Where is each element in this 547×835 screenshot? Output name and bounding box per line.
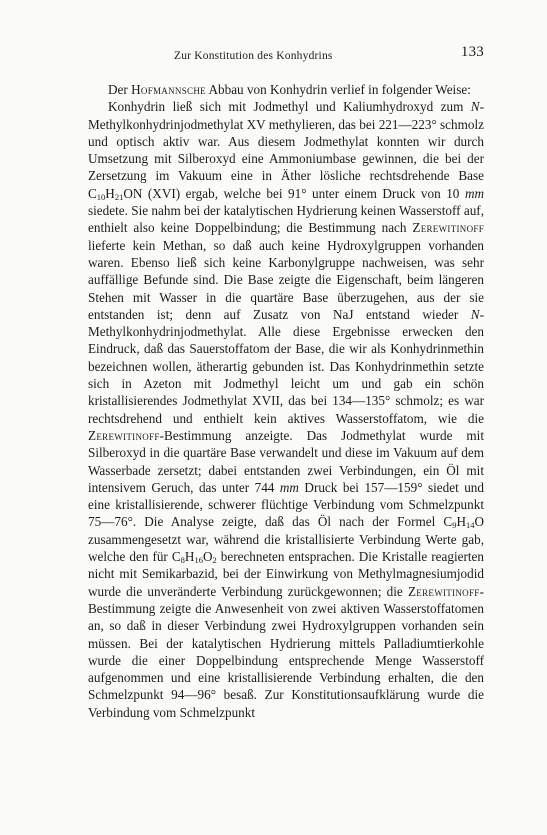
page-number: 133 (460, 44, 484, 60)
running-title: Zur Konstitution des Konhydrins (174, 50, 333, 62)
paragraph-main: Konhydrin ließ sich mit Jodmethyl und Kaliumhydroxyd zum N-Methylkonhydrinjodmethylat XV methylieren, das bei 221—223° schmolz und optisch aktiv war. Aus diesem Jodmethylat konnten wir durch Umsetzung mit Silberoxyd eine Ammoniumbase gewinnen, die bei der Zersetzung im Vakuum eine in Äther lösliche rechtsdrehende Base $C_{10}H_{21}ON$ (XVI) ergab, welche bei 91° unter einem Druck von 10 mm siedete. Sie nahm bei der katalytischen Hydrierung keinen Wasserstoff auf, enthielt also keine Doppelbindung; die Bestimmung nach Zerewitinoff lieferte kein Methan, so daß auch keine Hydroxylgruppen vorhanden waren. Ebenso ließ sich keine Karbonylgruppe nachweisen, was sehr auffällige Befunde sind. Die Base zeigte die Eigenschaft, beim längeren Stehen mit Wasser in die quartäre Base überzugehen, aus der sie entstanden ist; denn auf Zusatz von NaJ entstand wieder N-Methylkonhydrinjodmethylat. Alle diese Ergebnisse erwecken den Eindruck, daß das Sauerstoffatom der Base, die wir als Konhydrinmethin bezeichnen wollen, ätherartig gebunden ist. Das Konhydrinmethin setzte sich in Azeton mit Jodmethyl leicht um und gab ein schön kristallisierendes Jodmethylat XVII, das bei 134—135° schmolz; es war rechtsdrehend und enthielt kein aktives Wasserstoffatom, wie die Zerewitinoff-Bestimmung anzeigte. Das Jodmethylat wurde mit Silberoxyd in die quartäre Base verwandelt und diese im Vakuum auf dem Wasserbade zersetzt; dabei entstanden zwei Verbindungen, ein Öl mit intensivem Geruch, das unter 744 mm Druck bei 157—159° siedet und eine kristallisierende, schwerer flüchtige Verbindung vom Schmelzpunkt 75—76°. Die Analyse zeigte, daß das Öl nach der Formel $C_9H_{14}O$ zusammengesetzt war, während die kristallisierte Verbindung Werte gab, welche den für $C_8H_{16}O_2$ berechneten entsprachen. Die Kristalle reagierten nicht mit Semikarbazid, bei der Einwirkung von Methylmagnesiumjodid wurde die unveränderte Verbindung zurückgewonnen; die Zerewitinoff-Bestimmung zeigte die Anwesenheit von zwei aktiven Wasserstoffatomen an, so daß in dieser Verbindung zwei Hydroxylgruppen vorhanden sein müssen. Bei der katalytischen Hydrierung mittels Palladiumtierkohle wurde die einer Doppelbindung entsprechende Menge Wasserstoff aufgenommen und eine kristallisierende Verbindung erhalten, die den Schmelzpunkt 94—96° besaß. Zur Konstitutionsaufklärung wurde die Verbindung vom Schmelzpunkt (88, 99, 484, 720)
author-name: Zerewitinoff (407, 583, 480, 599)
paragraph-intro: Der Hofmannsche Abbau von Konhydrin verlief in folgender Weise: (108, 82, 471, 97)
page-header (88, 44, 484, 66)
author-name: Hofmannsche (131, 82, 206, 97)
body-text (88, 81, 484, 721)
author-name: Zerewitinoff (88, 427, 160, 443)
author-name: Zerewitinoff (412, 220, 484, 236)
